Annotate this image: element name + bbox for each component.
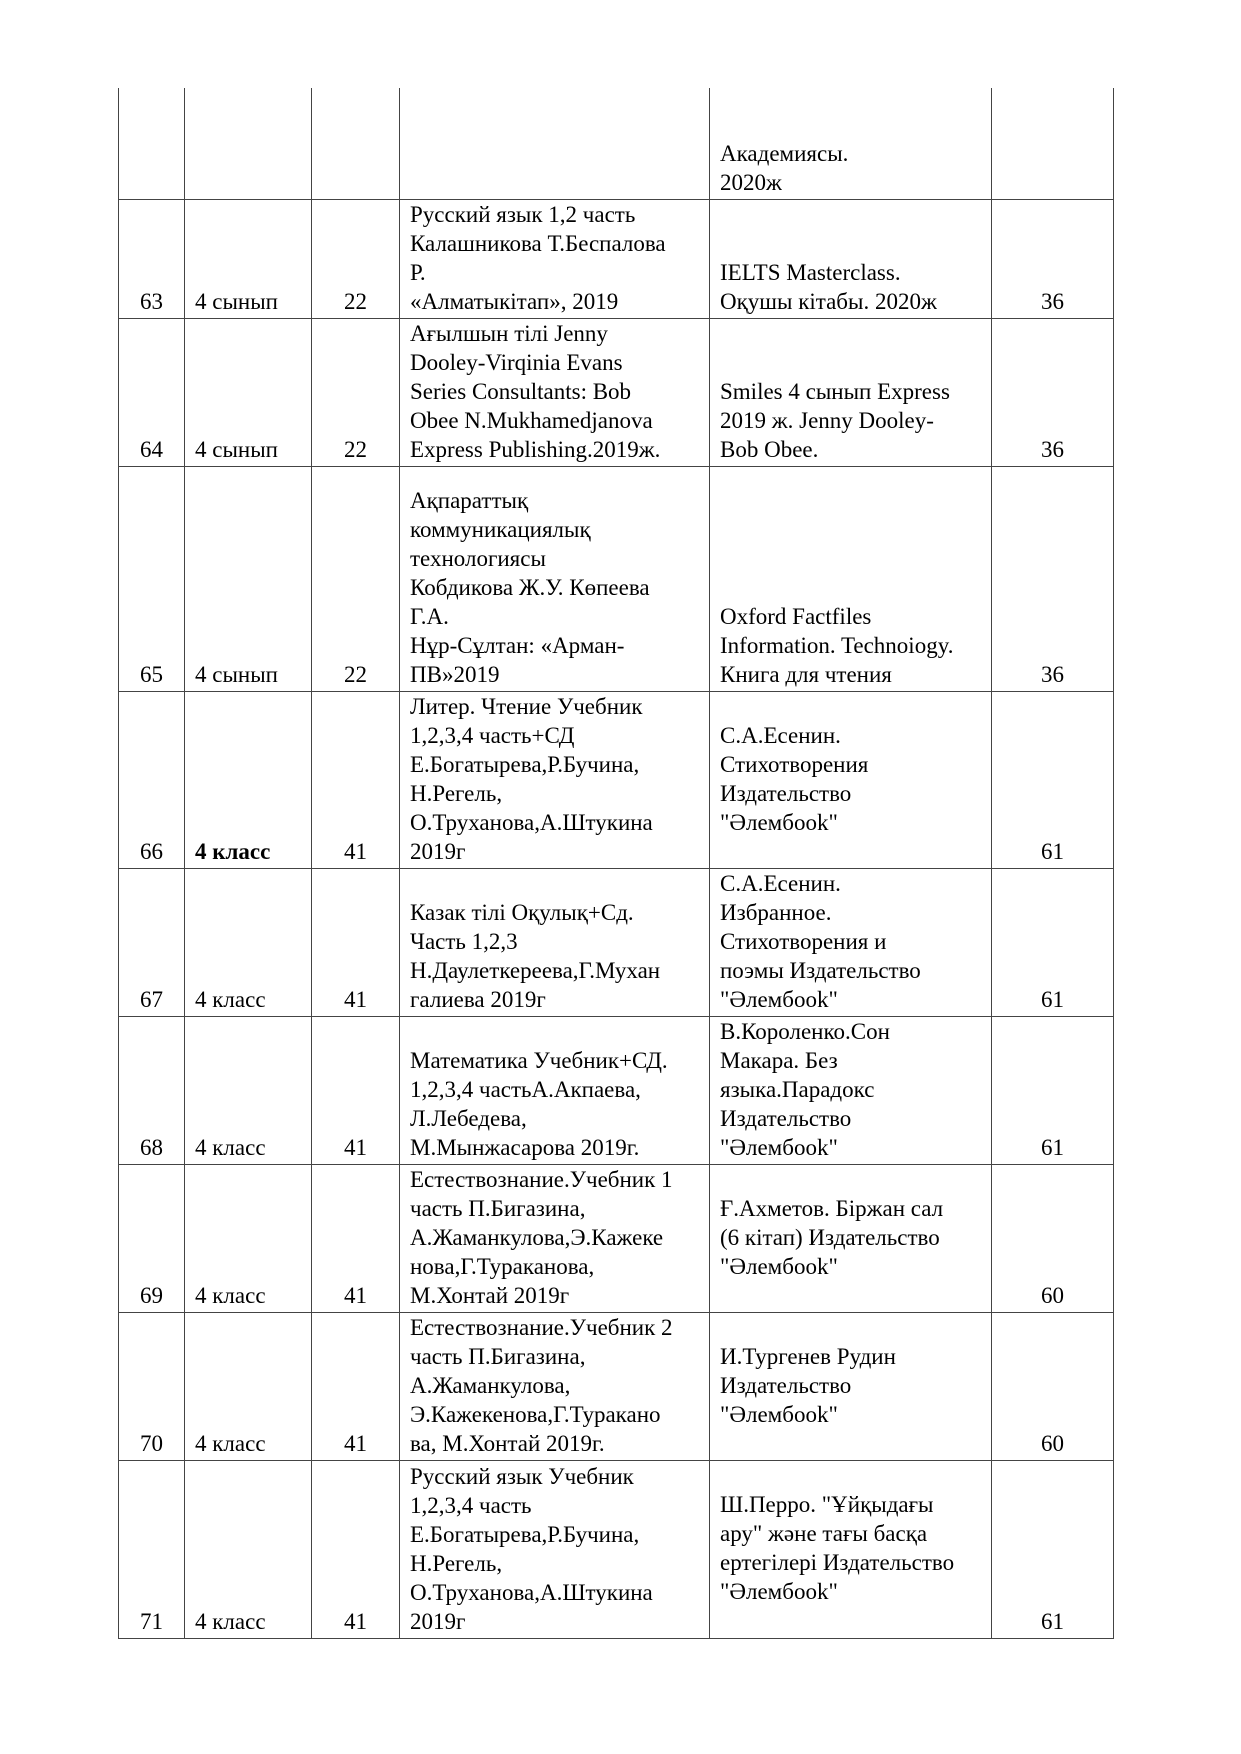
table-row [119, 88, 1114, 199]
student-count-cell: 41 [312, 691, 400, 868]
extra-book-cell: С.А.Есенин. Стихотворения Издательство "Әлембook" [710, 691, 992, 868]
extra-book-cell: Smiles 4 сынып Express 2019 ж. Jenny Dooley- Bob Obee. [710, 318, 992, 466]
row-number-cell: 66 [119, 691, 185, 868]
table-row [119, 1460, 1114, 1638]
extra-book-cell: Академиясы. 2020ж [710, 88, 992, 199]
class-cell: 4 класс [185, 1164, 312, 1312]
class-cell: 4 класс [185, 1016, 312, 1164]
quantity-cell: 36 [992, 199, 1114, 318]
table-body [119, 88, 1114, 1638]
quantity-cell: 60 [992, 1164, 1114, 1312]
student-count-cell: 41 [312, 1164, 400, 1312]
quantity-cell: 61 [992, 868, 1114, 1016]
class-cell: 4 класс [185, 691, 312, 868]
row-number-cell: 68 [119, 1016, 185, 1164]
student-count-cell: 41 [312, 1016, 400, 1164]
textbook-cell: Русский язык 1,2 часть Калашникова Т.Беспалова Р. «Алматыкітап», 2019 [400, 199, 710, 318]
textbook-cell: Естествознание.Учебник 2 часть П.Бигазина, А.Жаманкулова, Э.Кажекенова,Г.Туракано ва, М.Хонтай 2019г. [400, 1312, 710, 1460]
student-count-cell [312, 88, 400, 199]
textbook-cell: Естествознание.Учебник 1 часть П.Бигазина, А.Жаманкулова,Э.Кажеке нова,Г.Тураканова, М.Хонтай 2019г [400, 1164, 710, 1312]
quantity-cell: 60 [992, 1312, 1114, 1460]
class-cell: 4 сынып [185, 199, 312, 318]
table-row [119, 868, 1114, 1016]
quantity-cell [992, 88, 1114, 199]
textbook-cell: Математика Учебник+СД. 1,2,3,4 частьА.Акпаева, Л.Лебедева, М.Мынжасарова 2019г. [400, 1016, 710, 1164]
table-row [119, 466, 1114, 691]
student-count-cell: 41 [312, 868, 400, 1016]
textbook-cell: Ағылшын тілі Jenny Dooley-Virqinia Evans Series Consultants: Bob Obee N.Mukhamedjanova Express Publishing.2019ж. [400, 318, 710, 466]
quantity-cell: 61 [992, 691, 1114, 868]
student-count-cell: 22 [312, 199, 400, 318]
extra-book-cell: И.Тургенев Рудин Издательство "Әлембook" [710, 1312, 992, 1460]
row-number-cell: 63 [119, 199, 185, 318]
quantity-cell: 61 [992, 1016, 1114, 1164]
student-count-cell: 41 [312, 1460, 400, 1638]
textbook-cell: Казак тілі Оқулық+Сд. Часть 1,2,3 Н.Даулеткереева,Г.Мухан галиева 2019г [400, 868, 710, 1016]
class-cell: 4 класс [185, 1312, 312, 1460]
textbook-cell [400, 88, 710, 199]
table-row [119, 691, 1114, 868]
extra-book-cell: Oxford Factfiles Information. Technoiogy. Книга для чтения [710, 466, 992, 691]
student-count-cell: 22 [312, 466, 400, 691]
class-cell [185, 88, 312, 199]
textbook-cell: Литер. Чтение Учебник 1,2,3,4 часть+СД Е.Богатырева,Р.Бучина, Н.Регель, О.Труханова,А.Штукина 2019г [400, 691, 710, 868]
row-number-cell: 67 [119, 868, 185, 1016]
extra-book-cell: В.Короленко.Сон Макара. Без языка.Парадокс Издательство "Әлембook" [710, 1016, 992, 1164]
class-cell: 4 класс [185, 868, 312, 1016]
row-number-cell: 65 [119, 466, 185, 691]
book-list-table [118, 88, 1114, 1639]
textbook-cell: Ақпараттық коммуникациялық технологиясы Кобдикова Ж.У. Көпеева Г.А. Нұр-Сұлтан: «Арман- ПВ»2019 [400, 466, 710, 691]
table-row [119, 1016, 1114, 1164]
row-number-cell: 70 [119, 1312, 185, 1460]
student-count-cell: 22 [312, 318, 400, 466]
quantity-cell: 36 [992, 466, 1114, 691]
class-cell: 4 сынып [185, 318, 312, 466]
table-row [119, 1312, 1114, 1460]
row-number-cell: 64 [119, 318, 185, 466]
table-row [119, 199, 1114, 318]
textbook-cell: Русский язык Учебник 1,2,3,4 часть Е.Богатырева,Р.Бучина, Н.Регель, О.Труханова,А.Штукина 2019г [400, 1460, 710, 1638]
extra-book-cell: Ғ.Ахметов. Біржан сал (6 кітап) Издательство "Әлембook" [710, 1164, 992, 1312]
extra-book-cell: Ш.Перро. "Ұйқыдағы ару" және тағы басқа ертегілері Издательство "Әлембook" [710, 1460, 992, 1638]
row-number-cell [119, 88, 185, 199]
student-count-cell: 41 [312, 1312, 400, 1460]
table-row [119, 318, 1114, 466]
extra-book-cell: С.А.Есенин. Избранное. Стихотворения и поэмы Издательство "Әлембook" [710, 868, 992, 1016]
quantity-cell: 36 [992, 318, 1114, 466]
extra-book-cell: IELTS Masterclass. Оқушы кітабы. 2020ж [710, 199, 992, 318]
quantity-cell: 61 [992, 1460, 1114, 1638]
row-number-cell: 69 [119, 1164, 185, 1312]
row-number-cell: 71 [119, 1460, 185, 1638]
table-row [119, 1164, 1114, 1312]
class-cell: 4 класс [185, 1460, 312, 1638]
class-cell: 4 сынып [185, 466, 312, 691]
